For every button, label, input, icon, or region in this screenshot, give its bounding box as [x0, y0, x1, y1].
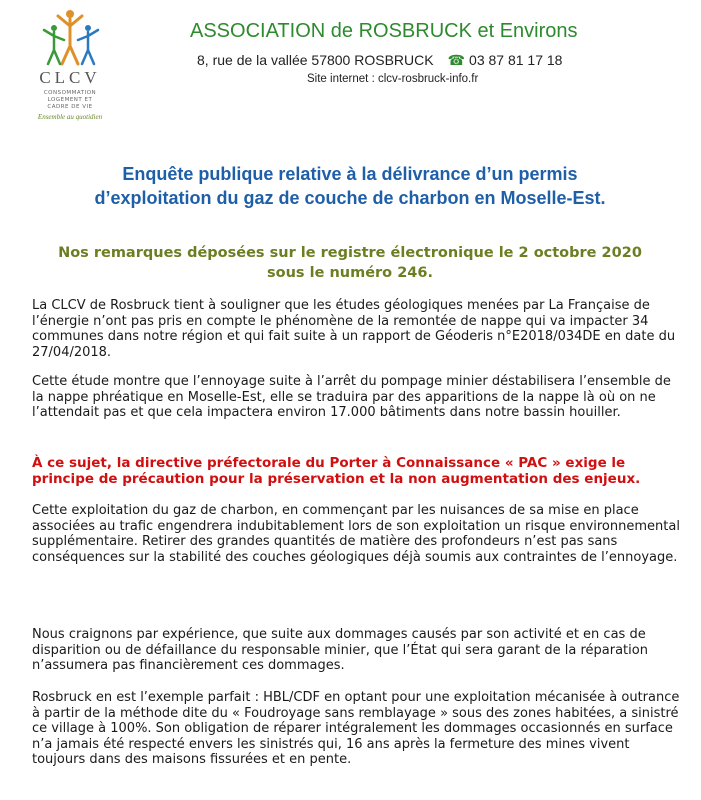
clcv-logo	[20, 6, 120, 136]
paragraph-5: Nous craignons par expérience, que suite aux dommages causés par son activité et en cas de disparition ou de défaillance du responsable minier, que l’État qui sera garant de la réparation n’assumera pas financièrement ces dommages.	[32, 627, 648, 673]
logo-name: CLCV	[39, 68, 101, 87]
paragraph-4: Cette exploitation du gaz de charbon, en commençant par les nuisances de sa mise en place associées au trafic engendrera indubitablement lors de son exploitation un risque environnemental supplémentaire. Retirer des grandes quantités de matière des profondeurs n’est pas sans conséquences sur la stabilité des couches géologiques déjà soumis aux contraintes de l’ennoyage.	[32, 503, 680, 565]
phone-icon: ☎	[447, 52, 466, 68]
paragraph-6: Rosbruck en est l’exemple parfait : HBL/CDF en optant pour une exploitation mécanisée à outrance à partir de la méthode dite du « Foudroyage sans remblayage » sous des zones habitées, a sinistré ce village à 100%. Son obligation de réparer intégralement les dommages occasionnés en surface n’a jamais été respecté envers les sinistrés qui, 16 ans après la fermeture des mines vivent toujours dans des maisons fissurées et en pente.	[32, 690, 680, 767]
document-subtitle	[20, 243, 680, 283]
document-subtitle-line-1: Nos remarques déposées sur le registre électronique le 2 octobre 2020	[58, 245, 642, 261]
document-title-line-2: d’exploitation du gaz de couche de charbon en Moselle-Est.	[94, 188, 606, 208]
paragraph-3-highlight: À ce sujet, la directive préfectorale du Porter à Connaissance « PAC » exige le principe de précaution pour la préservation et la non augmentation des enjeux.	[32, 455, 641, 487]
association-address: 8, rue de la vallée 57800 ROSBRUCK	[197, 52, 434, 68]
paragraph-1: La CLCV de Rosbruck tient à souligner que les études géologiques menées par La Française de l’énergie n’ont pas pris en compte le phénomène de la remontée de nappe qui va impacter 34 communes dans notre région et qui fait suite à un rapport de Géoderis n°E2018/034DE en date du 27/04/2018.	[32, 298, 676, 360]
document-title	[20, 162, 680, 210]
association-address-line	[197, 52, 562, 69]
paragraph-2: Cette étude montre que l’ennoyage suite à l’arrêt du pompage minier déstabilisera l’ensemble de la nappe phréatique en Moselle-Est, elle se traduira par des apparitions de la nappe là où on ne l’attendait pas et que cela impactera environ 17.000 bâtiments dans notre bassin houiller.	[32, 374, 671, 420]
logo-subtitle-2: LOGEMENT ET	[47, 97, 93, 103]
association-phone: 03 87 81 17 18	[469, 52, 563, 68]
document-title-line-1: Enquête publique relative à la délivrance d’un permis	[122, 164, 578, 184]
association-website: Site internet : clcv-rosbruck-info.fr	[307, 73, 479, 85]
logo-subtitle-3: CADRE DE VIE	[47, 104, 93, 110]
people-dancing-logo-icon	[34, 6, 106, 68]
logo-tagline: Ensemble au quotidien	[37, 113, 103, 121]
association-title: ASSOCIATION de ROSBRUCK et Environs	[190, 20, 578, 42]
logo-subtitle-1: CONSOMMATION	[43, 90, 97, 96]
document-subtitle-line-2: sous le numéro 246.	[267, 265, 433, 281]
